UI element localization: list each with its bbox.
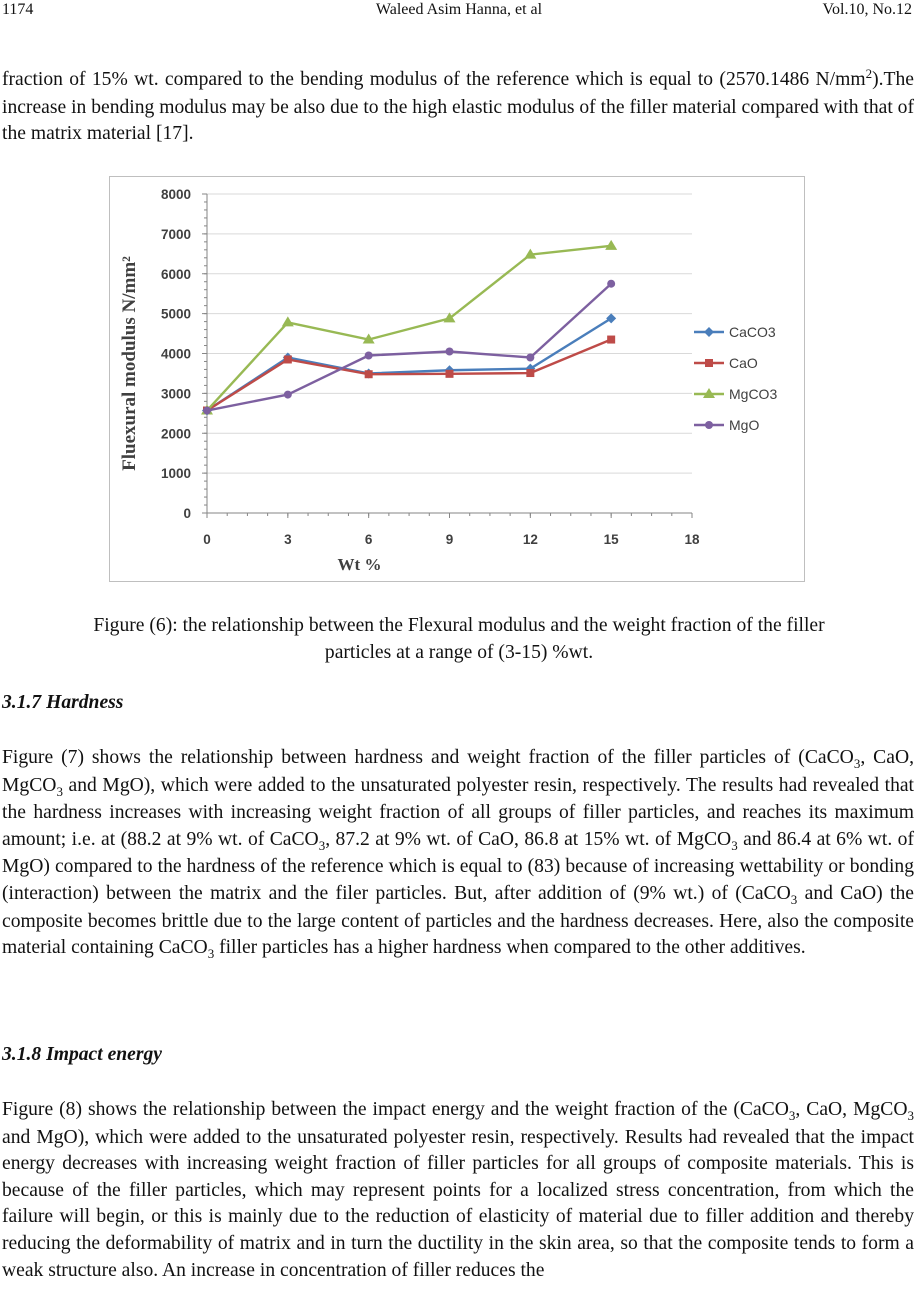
section-heading-impact-energy: 3.1.8 Impact energy [2, 1044, 162, 1065]
x-tick-label: 6 [364, 532, 373, 547]
y-tick-label: 8000 [160, 187, 191, 202]
x-tick-label: 12 [522, 532, 538, 547]
figure-6-chart [109, 176, 805, 582]
legend-marker-cao [705, 359, 713, 367]
data-point-mgo [284, 391, 292, 399]
data-point-mgo [365, 351, 373, 359]
legend-marker-caco3 [704, 327, 714, 337]
hardness-paragraph: Figure (7) shows the relationship between hardness and weight fraction of the filler particles of (CaCO$_3$, CaO, MgCO$_3$ and MgO), which were added to the unsaturated polyester resin, respectively. The results had revealed that the hardness increases with increasing weight fraction of all groups of filler particles, and reaches its maximum amount; i.e. at (88.2 at 9% wt. of CaCO$_3$, 87.2 at 9% wt. of CaO, 86.8 at 15% wt. of MgCO$_3$ and 86.4 at 6% wt. of MgO) compared to the hardness of the reference which is equal to (83) because of increasing wettability or bonding (interaction) between the matrix and the filer particles. But, after addition of (9% wt.) of (CaCO$_3$ and CaO) the composite becomes brittle due to the large content of particles and the hardness decreases. Here, also the composite material containing CaCO$_3$ filler particles has a higher hardness when compared to the other additives. [2, 747, 914, 962]
data-point-mgo [203, 407, 211, 415]
y-tick-label: 1000 [160, 466, 191, 482]
x-tick-label: 15 [603, 532, 619, 547]
legend-label-cao: CaO [729, 355, 758, 371]
data-point-cao [607, 336, 615, 344]
data-point-mgo [607, 280, 615, 288]
header-authors: Waleed Asim Hanna, et al [375, 1, 543, 18]
legend-label-caco3: CaCO3 [729, 324, 776, 340]
y-tick-label: 5000 [160, 306, 191, 322]
series-line-cao [207, 340, 611, 411]
data-point-mgco3 [282, 316, 294, 326]
x-axis-title: Wt % [337, 555, 382, 574]
page-number: 1174 [2, 1, 34, 18]
data-point-cao [284, 355, 292, 363]
data-point-cao [526, 369, 534, 377]
data-point-mgo [526, 353, 534, 361]
x-tick-label: 0 [203, 532, 211, 547]
series-line-mgo [207, 284, 611, 411]
legend-label-mgo: MgO [729, 417, 760, 433]
y-tick-label: 3000 [160, 386, 191, 402]
x-tick-label: 3 [284, 532, 292, 547]
y-tick-label: 2000 [160, 426, 191, 442]
legend-label-mgco3: MgCO3 [729, 386, 778, 402]
series-line-mgco3 [207, 246, 611, 411]
y-tick-label: 0 [183, 506, 191, 521]
y-tick-label: 6000 [160, 266, 191, 282]
data-point-mgco3 [605, 240, 617, 250]
header-volume: Vol.10, No.12 [822, 1, 912, 18]
y-axis-title: Fluexural modulus N/mm² [119, 256, 140, 471]
section-heading-hardness: 3.1.7 Hardness [2, 692, 124, 713]
figure-caption: Figure (6): the relationship between the Flexural modulus and the weight fraction of the filler particles at a range of (3-15) %wt. [93, 615, 825, 663]
y-tick-label: 7000 [160, 226, 191, 242]
y-tick-label: 4000 [160, 346, 191, 362]
page-header [0, 0, 918, 22]
data-point-mgo [446, 348, 454, 356]
data-point-cao [365, 370, 373, 378]
impact-energy-paragraph: Figure (8) shows the relationship between the impact energy and the weight fraction of the (CaCO$_3$, CaO, MgCO$_3$ and MgO), which were added to the unsaturated polyester resin, respectively. Results had revealed that the impact energy decreases with increasing weight fraction of filler particles for all groups of composite materials. This is because of the filler particles, which may represent points for a localized stress concentration, from which the failure will begin, or this is mainly due to the reduction of elasticity of material due to filler addition and thereby reducing the deformability of matrix and in turn the ductility in the skin area, so that the composite tends to form a weak structure also. An increase in concentration of filler reduces the [2, 1099, 915, 1281]
flexural-modulus-chart [110, 177, 806, 583]
data-point-cao [446, 370, 454, 378]
intro-paragraph: fraction of 15% wt. compared to the bending modulus of the reference which is equal to (2570.1486 $N/mm^2).The$ increase in bending modulus may be also due to the high elastic modulus of the filler material compared with that of the matrix material [17]. [2, 66, 914, 145]
x-tick-label: 9 [445, 532, 454, 547]
legend-marker-mgo [705, 421, 713, 429]
x-tick-label: 18 [684, 532, 700, 547]
